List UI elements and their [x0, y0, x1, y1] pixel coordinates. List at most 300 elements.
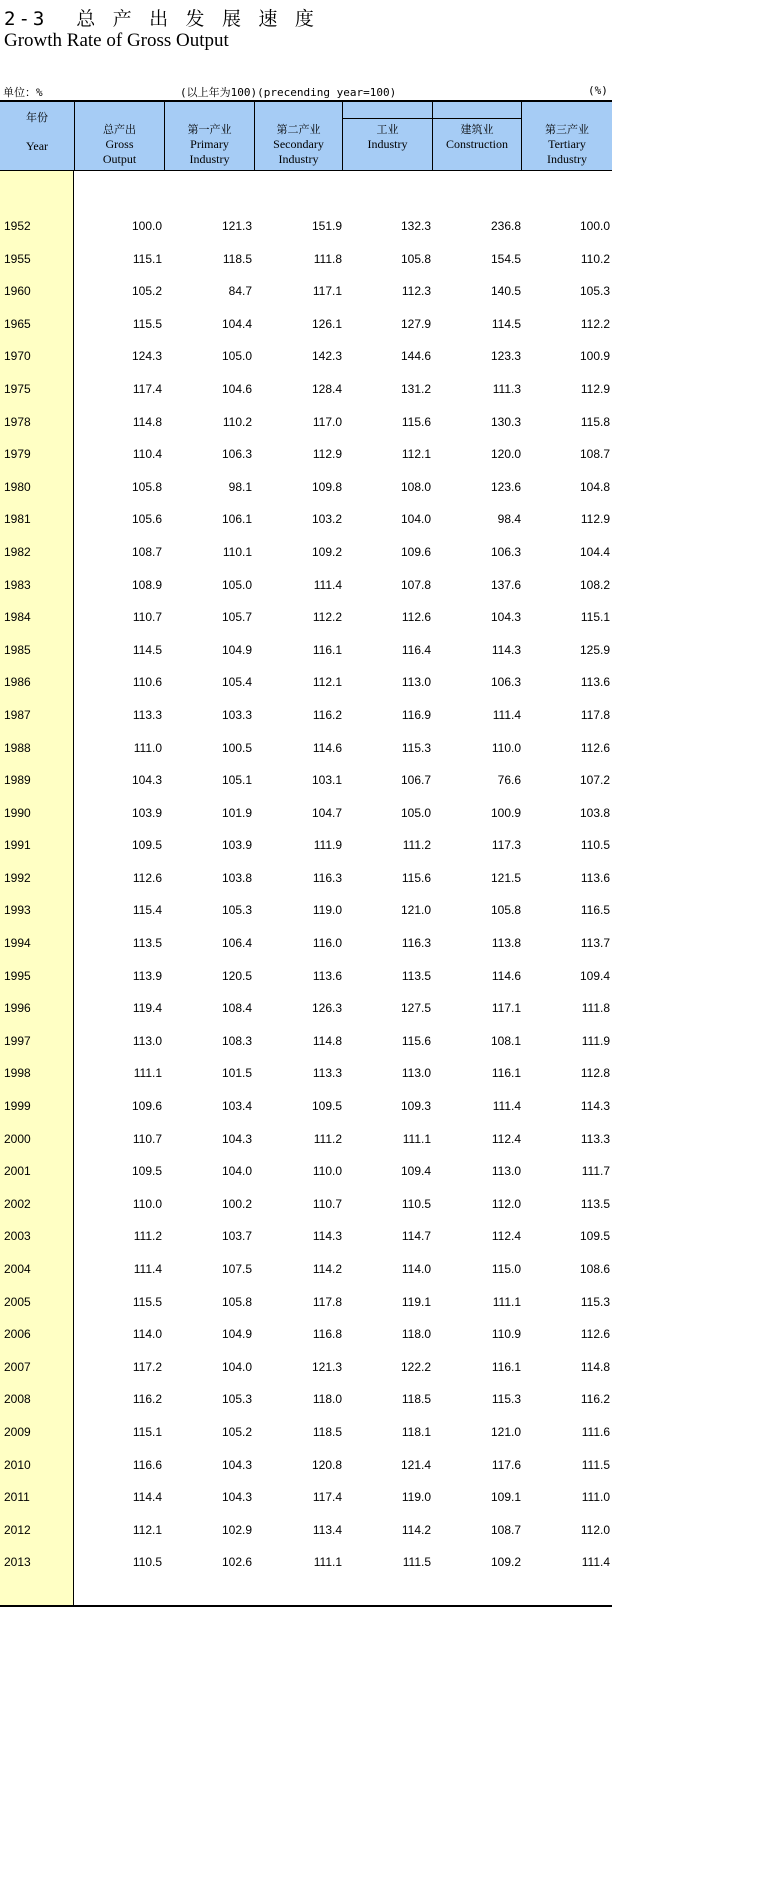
cell-industry: 118.0 — [401, 1327, 431, 1342]
cell-industry: 119.0 — [401, 1490, 431, 1505]
cell-primary: 106.4 — [221, 936, 252, 951]
table-row — [0, 832, 612, 865]
cell-year: 1952 — [4, 219, 31, 233]
table-row — [0, 474, 612, 507]
cell-secondary: 114.8 — [312, 1033, 342, 1048]
table-body — [0, 171, 612, 1607]
cell-gross: 115.5 — [132, 316, 162, 331]
cell-primary: 106.1 — [221, 512, 252, 527]
cell-tertiary: 111.6 — [581, 1424, 610, 1439]
cell-secondary: 116.3 — [312, 870, 342, 885]
cell-gross: 113.0 — [132, 1033, 162, 1048]
header-secondary — [255, 102, 343, 170]
table-row — [0, 213, 612, 246]
cell-secondary: 120.8 — [311, 1457, 342, 1472]
cell-tertiary: 113.6 — [580, 675, 610, 690]
cell-tertiary: 103.8 — [579, 805, 610, 820]
cell-primary: 108.3 — [221, 1033, 252, 1048]
table-row — [0, 995, 612, 1028]
cell-primary: 106.3 — [221, 447, 252, 462]
cell-gross: 116.6 — [132, 1457, 162, 1472]
table-row — [0, 376, 612, 409]
cell-year: 1993 — [4, 903, 31, 918]
cell-gross: 117.2 — [132, 1359, 162, 1374]
page-title-cn: 2-3 总 产 出 发 展 速 度 — [4, 8, 317, 30]
cell-year: 2001 — [4, 1164, 31, 1179]
cell-secondary: 118.0 — [312, 1392, 342, 1407]
cell-year: 1978 — [4, 414, 31, 429]
cell-secondary: 117.1 — [312, 284, 342, 299]
cell-industry: 111.5 — [402, 1555, 431, 1570]
cell-gross: 119.4 — [132, 1001, 162, 1016]
cell-gross: 105.8 — [131, 479, 162, 494]
header-year-en: Year — [25, 139, 49, 153]
cell-secondary: 151.9 — [311, 219, 342, 233]
cell-gross: 114.5 — [132, 642, 162, 657]
cell-secondary: 111.8 — [313, 251, 342, 266]
cell-tertiary: 112.0 — [580, 1522, 610, 1537]
cell-primary: 100.5 — [221, 740, 252, 755]
header-secondary-cn: 第二产业 — [276, 123, 321, 136]
cell-gross: 113.5 — [132, 936, 162, 951]
cell-year: 2005 — [4, 1294, 31, 1309]
cell-construction: 113.0 — [491, 1164, 521, 1179]
cell-primary: 104.4 — [221, 316, 252, 331]
cell-gross: 110.6 — [132, 675, 162, 690]
table-row — [0, 1484, 612, 1517]
cell-secondary: 117.4 — [312, 1490, 342, 1505]
cell-tertiary: 109.4 — [579, 968, 610, 983]
cell-industry: 109.3 — [400, 1099, 431, 1114]
cell-tertiary: 111.9 — [581, 1033, 610, 1048]
cell-year: 1984 — [4, 610, 31, 625]
cell-secondary: 116.8 — [312, 1327, 342, 1342]
cell-year: 1970 — [4, 349, 31, 364]
cell-industry: 127.5 — [400, 1001, 431, 1016]
cell-tertiary: 112.2 — [580, 316, 610, 331]
cell-gross: 115.4 — [132, 903, 162, 918]
cell-industry: 118.5 — [401, 1392, 431, 1407]
cell-tertiary: 108.6 — [579, 1262, 610, 1276]
cell-gross: 113.3 — [132, 707, 162, 722]
cell-gross: 109.5 — [131, 838, 162, 853]
cell-gross: 109.6 — [131, 1099, 162, 1114]
table-row — [0, 963, 612, 996]
cell-construction: 121.0 — [490, 1424, 521, 1439]
cell-construction: 111.4 — [492, 1099, 521, 1114]
cell-construction: 106.3 — [490, 675, 521, 690]
cell-primary: 103.4 — [221, 1099, 252, 1114]
cell-industry: 116.3 — [401, 936, 431, 951]
cell-gross: 115.1 — [132, 251, 162, 266]
cell-secondary: 103.2 — [311, 512, 342, 527]
cell-year: 1987 — [4, 707, 31, 722]
cell-secondary: 118.5 — [312, 1424, 342, 1439]
table-row — [0, 702, 612, 735]
cell-construction: 104.3 — [490, 610, 521, 625]
cell-year: 2008 — [4, 1392, 31, 1407]
cell-primary: 108.4 — [221, 1001, 252, 1016]
cell-secondary: 113.6 — [312, 968, 342, 983]
cell-secondary: 112.1 — [312, 675, 342, 690]
table-row — [0, 441, 612, 474]
cell-construction: 123.3 — [490, 349, 521, 364]
cell-construction: 112.0 — [491, 1196, 521, 1211]
cell-industry: 112.6 — [401, 610, 431, 625]
cell-industry: 121.4 — [400, 1457, 431, 1472]
table-row — [0, 1060, 612, 1093]
cell-primary: 105.4 — [221, 675, 252, 690]
cell-secondary: 126.1 — [311, 316, 342, 331]
cell-year: 1991 — [4, 838, 31, 853]
cell-tertiary: 100.9 — [579, 349, 610, 364]
cell-tertiary: 104.8 — [579, 479, 610, 494]
cell-construction: 114.5 — [491, 316, 521, 331]
cell-primary: 105.8 — [221, 1294, 252, 1309]
cell-tertiary: 115.1 — [580, 610, 610, 625]
cell-secondary: 109.8 — [311, 479, 342, 494]
cell-tertiary: 116.2 — [580, 1392, 610, 1407]
cell-tertiary: 111.0 — [581, 1490, 610, 1505]
header-construction-cn: 建筑业 — [460, 123, 494, 136]
cell-construction: 114.3 — [491, 642, 521, 657]
header-primary-en2: Industry — [189, 152, 230, 166]
cell-construction: 116.1 — [491, 1359, 521, 1374]
cell-year: 1985 — [4, 642, 31, 657]
cell-primary: 104.9 — [221, 1327, 252, 1342]
cell-industry: 116.9 — [401, 707, 431, 722]
cell-primary: 105.2 — [221, 1424, 252, 1439]
cell-year: 2009 — [4, 1424, 31, 1439]
cell-industry: 121.0 — [400, 903, 431, 918]
header-secondary-en2: Industry — [278, 152, 319, 166]
cell-construction: 110.0 — [491, 740, 521, 755]
cell-tertiary: 107.2 — [579, 773, 610, 788]
table-row — [0, 669, 612, 702]
cell-construction: 137.6 — [490, 577, 521, 592]
cell-industry: 111.2 — [402, 838, 431, 853]
cell-tertiary: 112.8 — [580, 1066, 610, 1081]
cell-tertiary: 115.3 — [580, 1294, 610, 1309]
cell-construction: 121.5 — [490, 870, 521, 885]
cell-industry: 113.0 — [401, 675, 431, 690]
cell-construction: 105.8 — [490, 903, 521, 918]
cell-construction: 123.6 — [490, 479, 521, 494]
header-secondary-en1: Secondary — [273, 137, 324, 151]
table-row — [0, 409, 612, 442]
cell-secondary: 110.0 — [312, 1164, 342, 1179]
cell-industry: 113.0 — [401, 1066, 431, 1081]
cell-gross: 112.1 — [132, 1522, 162, 1537]
table-row — [0, 1419, 612, 1452]
cell-tertiary: 108.2 — [579, 577, 610, 592]
cell-industry: 119.1 — [401, 1294, 431, 1309]
header-tertiary-en1: Tertiary — [548, 137, 586, 151]
cell-industry: 144.6 — [400, 349, 431, 364]
cell-tertiary: 113.6 — [580, 870, 610, 885]
header-gross-en1: Gross — [105, 137, 134, 151]
cell-secondary: 103.1 — [311, 773, 342, 788]
unit-label: 单位：% — [3, 86, 43, 99]
cell-secondary: 114.6 — [312, 740, 342, 755]
cell-year: 2002 — [4, 1196, 31, 1211]
header-primary — [165, 102, 255, 170]
cell-gross: 112.6 — [132, 870, 162, 885]
cell-tertiary: 114.8 — [580, 1359, 610, 1374]
cell-industry: 105.0 — [400, 805, 431, 820]
table-row — [0, 767, 612, 800]
cell-gross: 115.5 — [132, 1294, 162, 1309]
cell-primary: 104.6 — [221, 381, 252, 396]
cell-gross: 110.7 — [132, 610, 162, 625]
cell-tertiary: 113.3 — [580, 1131, 610, 1146]
cell-gross: 117.4 — [132, 381, 162, 396]
cell-primary: 105.1 — [221, 773, 252, 788]
cell-secondary: 121.3 — [311, 1359, 342, 1374]
cell-year: 1996 — [4, 1001, 31, 1016]
cell-primary: 105.3 — [221, 1392, 252, 1407]
cell-year: 1960 — [4, 284, 31, 299]
cell-construction: 115.3 — [491, 1392, 521, 1407]
cell-primary: 103.8 — [221, 870, 252, 885]
cell-secondary: 119.0 — [312, 903, 342, 918]
cell-construction: 112.4 — [491, 1131, 521, 1146]
cell-industry: 115.6 — [401, 414, 431, 429]
cell-year: 1979 — [4, 447, 31, 462]
cell-primary: 105.7 — [221, 610, 252, 625]
cell-construction: 117.3 — [491, 838, 521, 853]
table-row — [0, 1158, 612, 1191]
cell-industry: 106.7 — [400, 773, 431, 788]
cell-construction: 110.9 — [491, 1327, 521, 1342]
cell-tertiary: 112.6 — [580, 1327, 610, 1342]
cell-primary: 107.5 — [221, 1262, 252, 1276]
cell-industry: 113.5 — [401, 968, 431, 983]
cell-industry: 131.2 — [400, 381, 431, 396]
cell-tertiary: 113.5 — [580, 1196, 610, 1211]
cell-secondary: 142.3 — [311, 349, 342, 364]
cell-gross: 108.9 — [131, 577, 162, 592]
cell-construction: 100.9 — [490, 805, 521, 820]
page-title-en: Growth Rate of Gross Output — [4, 30, 229, 51]
table-row — [0, 1191, 612, 1224]
cell-primary: 118.5 — [222, 251, 252, 266]
header-tertiary-cn: 第三产业 — [545, 123, 589, 136]
cell-industry: 104.0 — [400, 512, 431, 527]
cell-gross: 111.1 — [133, 1066, 162, 1081]
table-row — [0, 1452, 612, 1485]
cell-gross: 105.2 — [131, 284, 162, 299]
header-year-cn: 年份 — [26, 111, 48, 124]
cell-industry: 111.1 — [402, 1131, 431, 1146]
cell-secondary: 112.2 — [312, 610, 342, 625]
cell-tertiary: 110.5 — [580, 838, 610, 853]
table-row — [0, 1223, 612, 1256]
cell-gross: 109.5 — [131, 1164, 162, 1179]
cell-gross: 115.1 — [132, 1424, 162, 1439]
cell-tertiary: 100.0 — [579, 219, 610, 233]
cell-gross: 124.3 — [131, 349, 162, 364]
cell-industry: 114.2 — [401, 1522, 431, 1537]
cell-industry: 105.8 — [400, 251, 431, 266]
cell-secondary: 117.8 — [312, 1294, 342, 1309]
cell-tertiary: 110.2 — [580, 251, 610, 266]
cell-primary: 104.9 — [221, 642, 252, 657]
cell-construction: 154.5 — [490, 251, 521, 266]
cell-primary: 102.6 — [221, 1555, 252, 1570]
cell-gross: 108.7 — [131, 544, 162, 559]
cell-construction: 236.8 — [490, 219, 521, 233]
cell-industry: 108.0 — [400, 479, 431, 494]
cell-tertiary: 111.4 — [581, 1555, 610, 1570]
cell-industry: 110.5 — [401, 1196, 431, 1211]
cell-secondary: 126.3 — [311, 1001, 342, 1016]
cell-gross: 110.0 — [132, 1196, 162, 1211]
table-row — [0, 1126, 612, 1159]
cell-primary: 105.0 — [221, 577, 252, 592]
cell-tertiary: 117.8 — [580, 707, 610, 722]
cell-secondary: 110.7 — [312, 1196, 342, 1211]
cell-tertiary: 108.7 — [579, 447, 610, 462]
cell-primary: 84.7 — [228, 284, 252, 299]
cell-year: 2006 — [4, 1327, 31, 1342]
cell-construction: 108.7 — [490, 1522, 521, 1537]
cell-year: 2011 — [4, 1490, 30, 1505]
cell-secondary: 114.2 — [312, 1262, 342, 1276]
cell-primary: 104.3 — [221, 1490, 252, 1505]
cell-year: 1965 — [4, 316, 31, 331]
cell-primary: 101.9 — [221, 805, 252, 820]
header-industry-cn: 工业 — [376, 123, 399, 136]
cell-year: 1983 — [4, 577, 31, 592]
cell-gross: 116.2 — [132, 1392, 162, 1407]
cell-primary: 105.3 — [221, 903, 252, 918]
cell-tertiary: 125.9 — [579, 642, 610, 657]
cell-construction: 108.1 — [490, 1033, 521, 1048]
cell-primary: 102.9 — [221, 1522, 252, 1537]
table-row — [0, 897, 612, 930]
cell-primary: 121.3 — [221, 219, 252, 233]
table-row — [0, 311, 612, 344]
cell-year: 1982 — [4, 544, 31, 559]
cell-year: 1981 — [4, 512, 31, 527]
cell-gross: 114.8 — [132, 414, 162, 429]
cell-gross: 104.3 — [131, 773, 162, 788]
cell-secondary: 117.0 — [312, 414, 342, 429]
cell-gross: 111.0 — [133, 740, 162, 755]
cell-year: 1980 — [4, 479, 31, 494]
cell-primary: 104.3 — [221, 1131, 252, 1146]
cell-industry: 118.1 — [401, 1424, 431, 1439]
cell-secondary: 128.4 — [311, 381, 342, 396]
cell-primary: 98.1 — [228, 479, 252, 494]
cell-year: 1955 — [4, 251, 31, 266]
cell-construction: 109.2 — [490, 1555, 521, 1570]
cell-secondary: 113.4 — [312, 1522, 342, 1537]
cell-tertiary: 113.7 — [580, 936, 610, 951]
cell-construction: 116.1 — [491, 1066, 521, 1081]
table-row — [0, 278, 612, 311]
cell-year: 2010 — [4, 1457, 31, 1472]
header-primary-cn: 第一产业 — [187, 123, 232, 136]
header-tertiary — [522, 102, 612, 170]
cell-tertiary: 111.5 — [581, 1457, 610, 1472]
table-row — [0, 865, 612, 898]
table-row — [0, 1386, 612, 1419]
header-construction-en: Construction — [446, 137, 508, 151]
cell-secondary: 116.2 — [312, 707, 342, 722]
cell-year: 1986 — [4, 675, 31, 690]
table-row — [0, 1517, 612, 1550]
cell-tertiary: 114.3 — [580, 1099, 610, 1114]
cell-primary: 100.2 — [221, 1196, 252, 1211]
header-primary-en1: Primary — [190, 137, 229, 151]
table-row — [0, 930, 612, 963]
cell-year: 1992 — [4, 870, 31, 885]
cell-secondary: 113.3 — [312, 1066, 342, 1081]
table-row — [0, 506, 612, 539]
cell-industry: 122.2 — [400, 1359, 431, 1374]
cell-tertiary: 112.9 — [580, 381, 610, 396]
cell-construction: 140.5 — [490, 284, 521, 299]
cell-construction: 117.1 — [491, 1001, 521, 1016]
cell-gross: 114.0 — [132, 1327, 162, 1342]
table-rows — [0, 213, 612, 1582]
cell-industry: 114.7 — [401, 1229, 431, 1244]
cell-gross: 110.7 — [132, 1131, 162, 1146]
cell-primary: 105.0 — [221, 349, 252, 364]
cell-industry: 109.4 — [400, 1164, 431, 1179]
cell-tertiary: 105.3 — [579, 284, 610, 299]
cell-tertiary: 111.7 — [581, 1164, 610, 1179]
cell-industry: 107.8 — [400, 577, 431, 592]
cell-year: 1998 — [4, 1066, 31, 1081]
cell-primary: 110.1 — [222, 544, 252, 559]
cell-tertiary: 112.9 — [580, 512, 610, 527]
cell-industry: 127.9 — [400, 316, 431, 331]
cell-year: 1990 — [4, 805, 31, 820]
table-row — [0, 343, 612, 376]
cell-year: 2013 — [4, 1555, 31, 1570]
cell-secondary: 114.3 — [312, 1229, 342, 1244]
cell-gross: 105.6 — [131, 512, 162, 527]
table-row — [0, 572, 612, 605]
cell-industry: 114.0 — [401, 1262, 431, 1276]
cell-secondary: 112.9 — [312, 447, 342, 462]
cell-primary: 103.3 — [221, 707, 252, 722]
cell-secondary: 104.7 — [311, 805, 342, 820]
cell-industry: 116.4 — [401, 642, 431, 657]
table-row — [0, 1289, 612, 1322]
cell-year: 2012 — [4, 1522, 31, 1537]
header-construction — [433, 102, 522, 170]
table-row — [0, 735, 612, 768]
cell-year: 1989 — [4, 773, 31, 788]
cell-primary: 104.3 — [221, 1457, 252, 1472]
cell-construction: 111.1 — [492, 1294, 521, 1309]
cell-construction: 109.1 — [490, 1490, 521, 1505]
cell-tertiary: 116.5 — [580, 903, 610, 918]
header-tertiary-en2: Industry — [547, 152, 587, 166]
table-row — [0, 1256, 612, 1289]
cell-secondary: 109.2 — [311, 544, 342, 559]
cell-secondary: 116.1 — [312, 642, 342, 657]
header-gross — [75, 102, 165, 170]
cell-year: 2000 — [4, 1131, 31, 1146]
cell-year: 1994 — [4, 936, 31, 951]
cell-year: 2007 — [4, 1359, 31, 1374]
cell-construction: 111.3 — [492, 381, 521, 396]
